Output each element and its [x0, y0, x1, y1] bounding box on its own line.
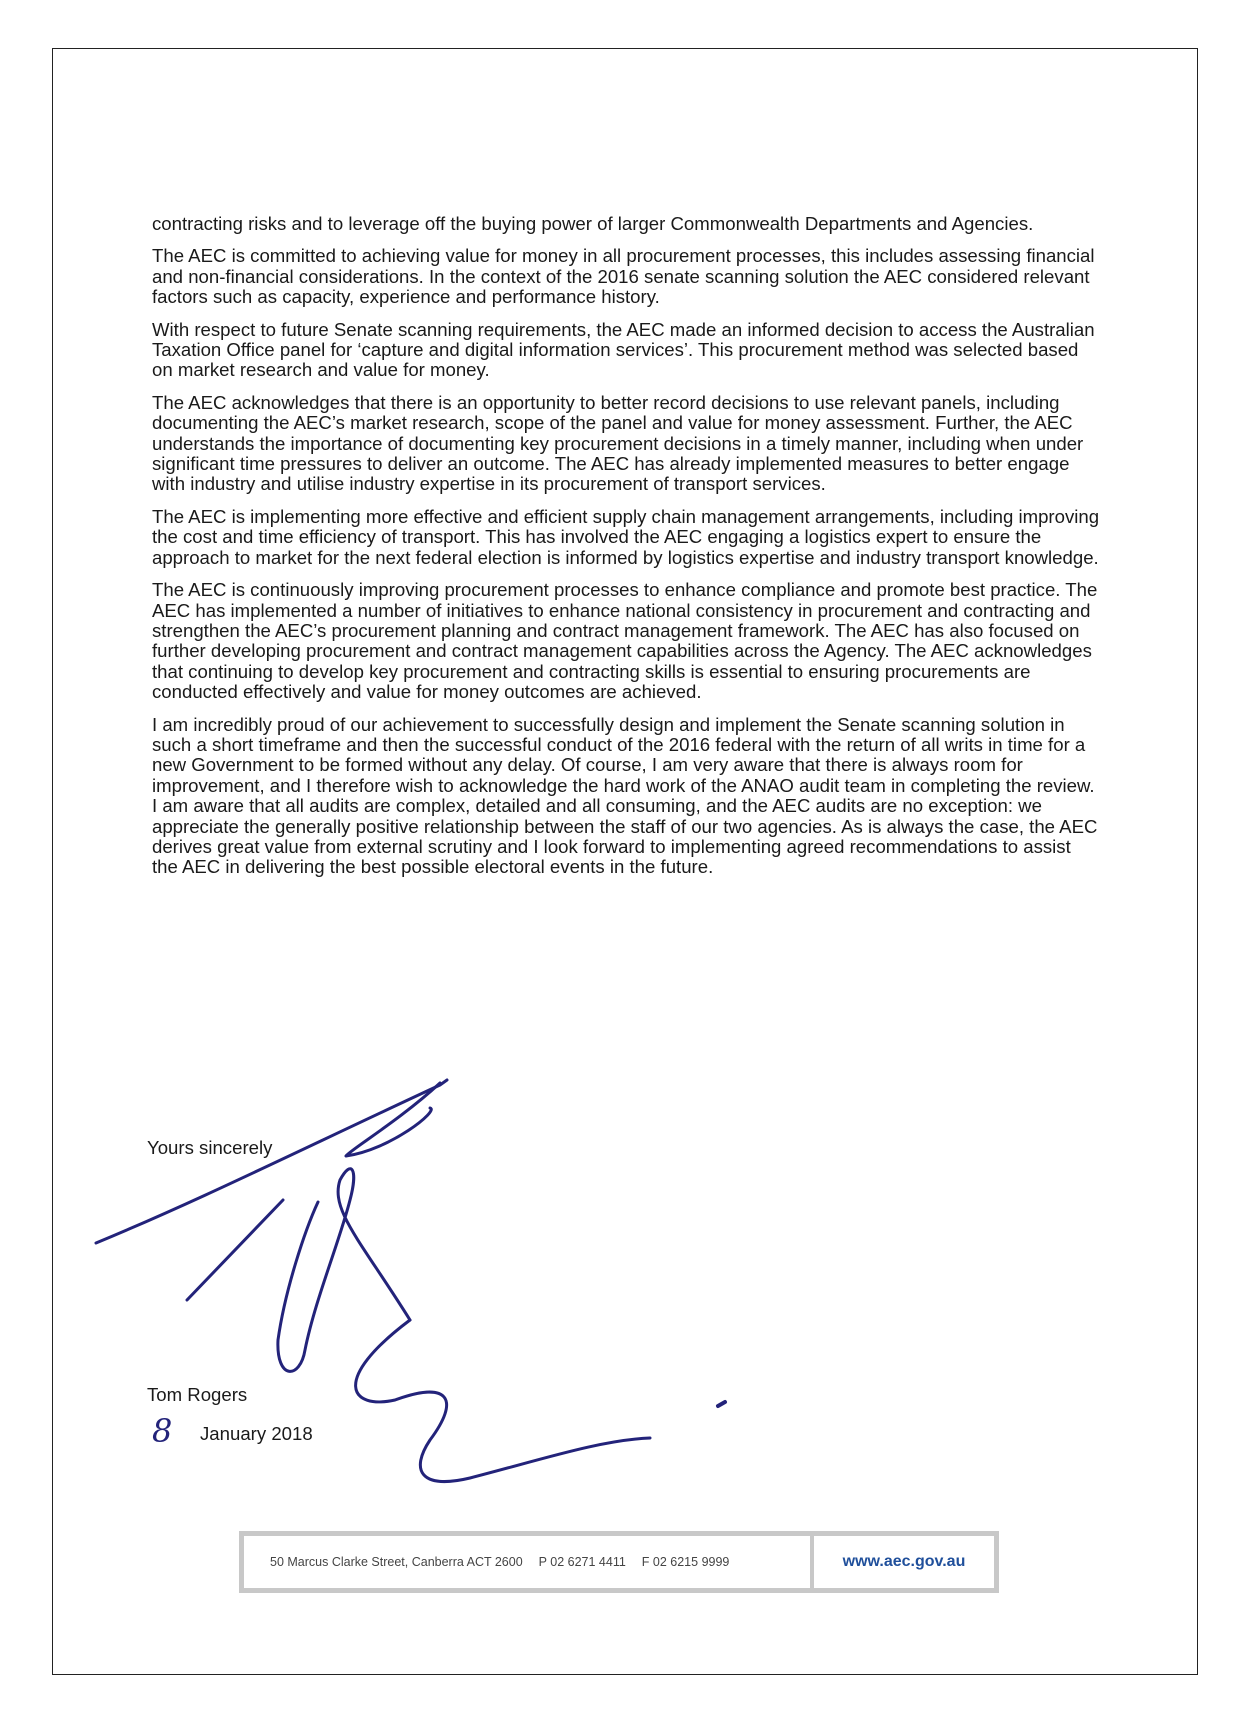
- footer-phone: P 02 6271 4411: [538, 1555, 626, 1569]
- paragraph-2: The AEC is committed to achieving value for money in all procurement processes, this includes assessing financial and non-financial considerations. In the context of the 2016 senate scanning solution the AEC considered relevant factors such as capacity, experience and performance history.: [152, 245, 1095, 308]
- signatory-name: Tom Rogers: [147, 1384, 248, 1405]
- date-day-handwritten: 8: [152, 1412, 173, 1450]
- footer-contact: [244, 1536, 814, 1588]
- paragraph-1: contracting risks and to leverage off the buying power of larger Commonwealth Departments and Agencies.: [152, 213, 1034, 234]
- letterhead-footer: [239, 1531, 999, 1593]
- closing-salutation: Yours sincerely: [147, 1137, 273, 1158]
- footer-website-link[interactable]: www.aec.gov.au: [842, 1553, 966, 1570]
- footer-fax: F 02 6215 9999: [641, 1555, 730, 1569]
- paragraph-5: The AEC is implementing more effective and efficient supply chain management arrangements, including improving the cost and time efficiency of transport. This has involved the AEC engaging a logistics expert to ensure the approach to market for the next federal election is informed by logistics expertise and industry transport knowledge.: [152, 505, 1100, 568]
- paragraph-6: The AEC is continuously improving procurement processes to enhance compliance and promote best practice. The AEC has implemented a number of initiatives to enhance national consistency in procurement and contracting and strengthen the AEC’s procurement planning and contract management framework. The AEC has also focused on further developing procurement and contract management capabilities across the Agency. The AEC acknowledges that continuing to develop key procurement and contracting skills is essential to ensuring procurements are conducted effectively and value for money outcomes are achieved.: [152, 579, 1098, 703]
- paragraph-7: I am incredibly proud of our achievement to successfully design and implement the Senate scanning solution in such a short timeframe and then the successful conduct of the 2016 federal with the return of all writs in time for a new Government to be formed without any delay. Of course, I am very aware that there is always room for improvement, and I therefore wish to acknowledge the hard work of the ANAO audit team in completing the review. I am aware that all audits are complex, detailed and all consuming, and the AEC audits are no exception: we appreciate the generally positive relationship between the staff of our two agencies. As is always the case, the AEC derives great value from external scrutiny and I look forward to implementing agreed recommendations to assist the AEC in delivering the best possible electoral events in the future.: [152, 713, 1098, 878]
- letter-body: [152, 214, 1100, 890]
- footer-address: 50 Marcus Clarke Street, Canberra ACT 2600: [270, 1555, 523, 1569]
- paragraph-3: With respect to future Senate scanning requirements, the AEC made an informed decision to access the Australian Taxation Office panel for ‘capture and digital information services’. This procurement method was selected based on market research and value for money.: [152, 318, 1095, 381]
- date-month-year: January 2018: [200, 1423, 313, 1444]
- paragraph-4: The AEC acknowledges that there is an opportunity to better record decisions to use relevant panels, including documenting the AEC’s market research, scope of the panel and value for money assessment. Further, the AEC understands the importance of documenting key procurement decisions in a timely manner, including when under significant time pressures to deliver an outcome. The AEC has already implemented measures to better engage with industry and utilise industry expertise in its procurement of transport services.: [152, 391, 1084, 495]
